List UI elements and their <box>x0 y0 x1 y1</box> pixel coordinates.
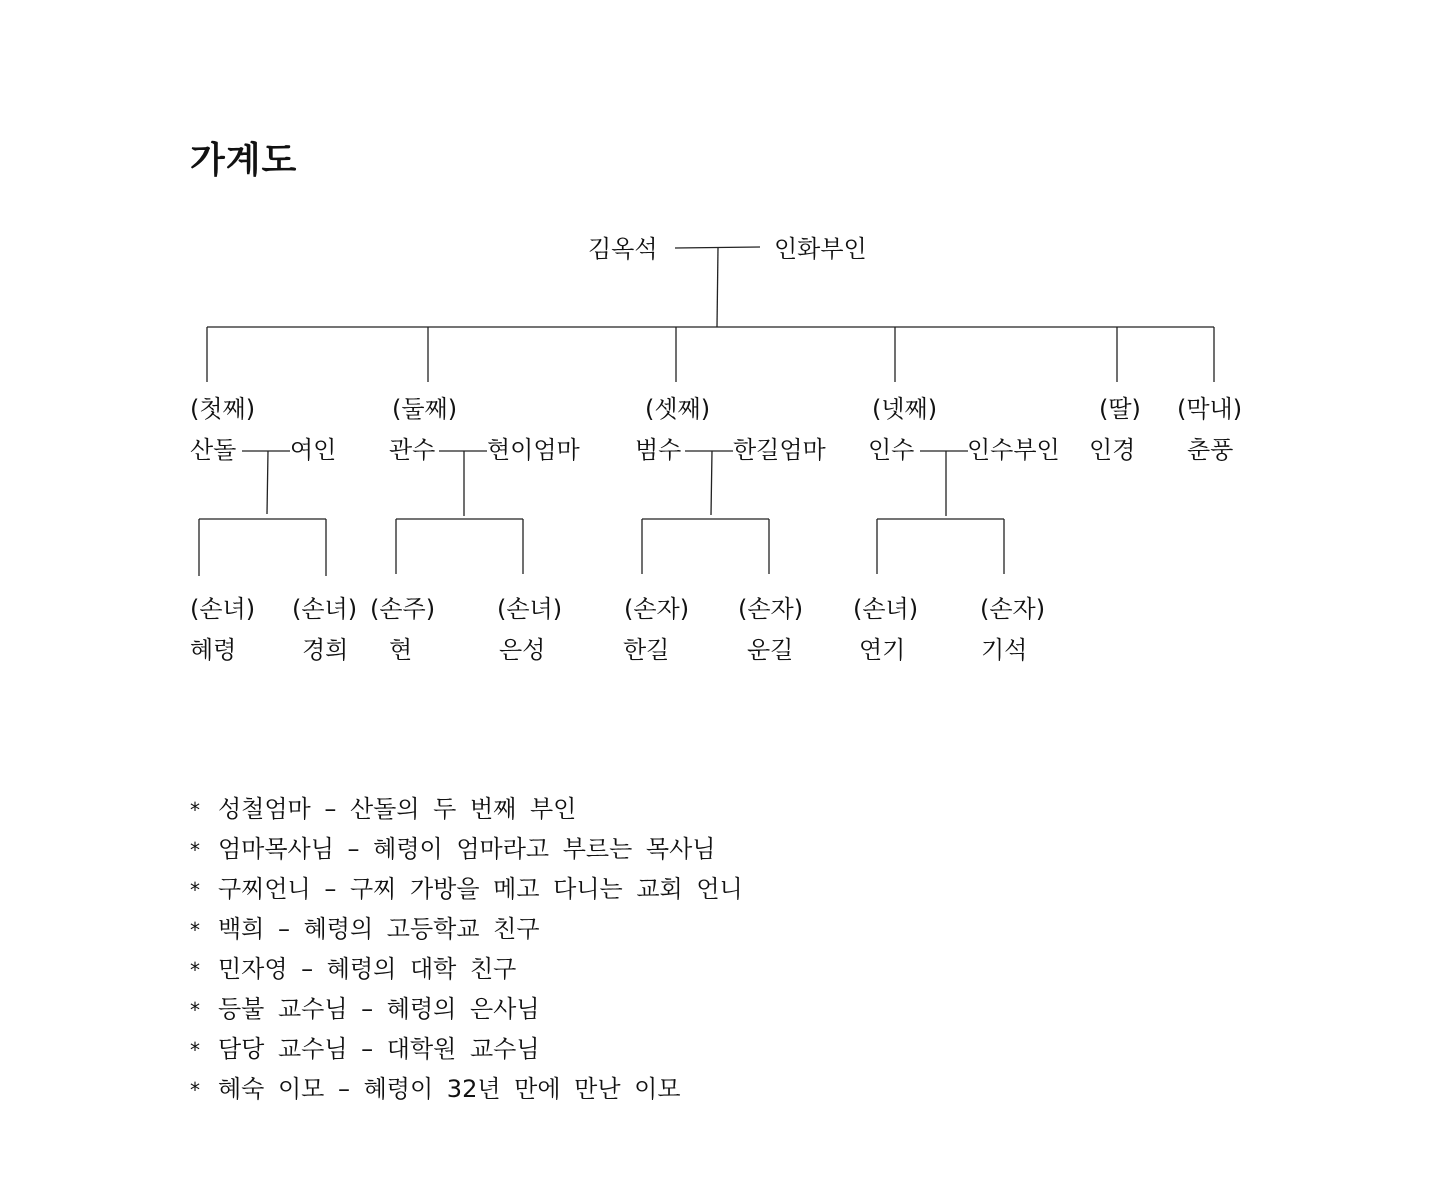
page-title: 가계도 <box>190 139 298 181</box>
note-bullet: * <box>190 918 200 942</box>
child-3-spouse: 한길엄마 <box>733 436 826 464</box>
child-4-name: 인수 <box>868 436 915 464</box>
note-item <box>190 874 743 914</box>
note-text: 담당 교수님 – 대학원 교수님 <box>218 1035 540 1063</box>
grandchild-6-relation: (손자) <box>738 595 804 623</box>
note-text: 등불 교수님 – 혜령의 은사님 <box>218 995 540 1023</box>
note-text: 백희 – 혜령의 고등학교 친구 <box>218 915 540 943</box>
grandchild-4-relation: (손녀) <box>497 595 563 623</box>
note-text: 민자영 – 혜령의 대학 친구 <box>218 955 517 983</box>
root-drop-line <box>717 248 718 327</box>
child-5-name: 인경 <box>1089 436 1136 464</box>
grandchild-7-relation: (손녀) <box>853 595 919 623</box>
note-text: 구찌언니 – 구찌 가방을 메고 다니는 교회 언니 <box>218 875 743 903</box>
note-item <box>190 914 743 954</box>
note-item <box>190 794 743 834</box>
root-marriage-line <box>675 247 760 248</box>
note-item <box>190 1034 743 1074</box>
grandchild-8-relation: (손자) <box>980 595 1046 623</box>
note-text: 엄마목사님 – 혜령이 엄마라고 부르는 목사님 <box>218 835 716 863</box>
note-bullet: * <box>190 1038 200 1062</box>
couple-1-drop <box>267 451 268 514</box>
grandchild-1-relation: (손녀) <box>190 595 256 623</box>
grandchild-8-name: 기석 <box>981 636 1028 664</box>
child-5-order: (딸) <box>1099 395 1141 423</box>
child-2-name: 관수 <box>389 436 436 464</box>
grandchild-4-name: 은성 <box>499 636 546 664</box>
note-item <box>190 954 743 994</box>
note-text: 혜숙 이모 – 혜령이 32년 만에 만난 이모 <box>218 1075 681 1103</box>
grandchild-3-relation: (손주) <box>370 595 436 623</box>
grandchild-2-relation: (손녀) <box>292 595 358 623</box>
note-bullet: * <box>190 878 200 902</box>
child-6-name: 춘풍 <box>1187 436 1234 464</box>
note-bullet: * <box>190 998 200 1022</box>
couple-3-drop <box>711 451 712 515</box>
character-notes <box>190 794 743 1114</box>
root-wife-name: 인화부인 <box>774 235 867 263</box>
note-item <box>190 1074 743 1114</box>
note-bullet: * <box>190 958 200 982</box>
child-1-name: 산돌 <box>190 436 237 464</box>
grandchild-2-name: 경희 <box>302 636 349 664</box>
note-bullet: * <box>190 838 200 862</box>
child-4-order: (넷째) <box>872 395 938 423</box>
child-2-order: (둘째) <box>392 395 458 423</box>
note-item <box>190 994 743 1034</box>
note-bullet: * <box>190 1078 200 1102</box>
note-text: 성철엄마 – 산돌의 두 번째 부인 <box>218 795 577 823</box>
child-3-name: 범수 <box>635 436 682 464</box>
child-6-order: (막내) <box>1177 395 1243 423</box>
note-bullet: * <box>190 798 200 822</box>
note-item <box>190 834 743 874</box>
child-2-spouse: 현이엄마 <box>487 436 580 464</box>
child-1-order: (첫째) <box>190 395 256 423</box>
grandchild-7-name: 연기 <box>859 636 906 664</box>
grandchild-6-name: 운길 <box>747 636 794 664</box>
grandchild-5-name: 한길 <box>623 636 670 664</box>
child-1-spouse: 여인 <box>290 436 337 464</box>
grandchild-5-relation: (손자) <box>624 595 690 623</box>
grandchild-3-name: 현 <box>389 636 413 664</box>
child-4-spouse: 인수부인 <box>967 436 1060 464</box>
child-3-order: (셋째) <box>645 395 711 423</box>
grandchild-1-name: 혜령 <box>190 636 237 664</box>
root-husband-name: 김옥석 <box>588 235 658 263</box>
